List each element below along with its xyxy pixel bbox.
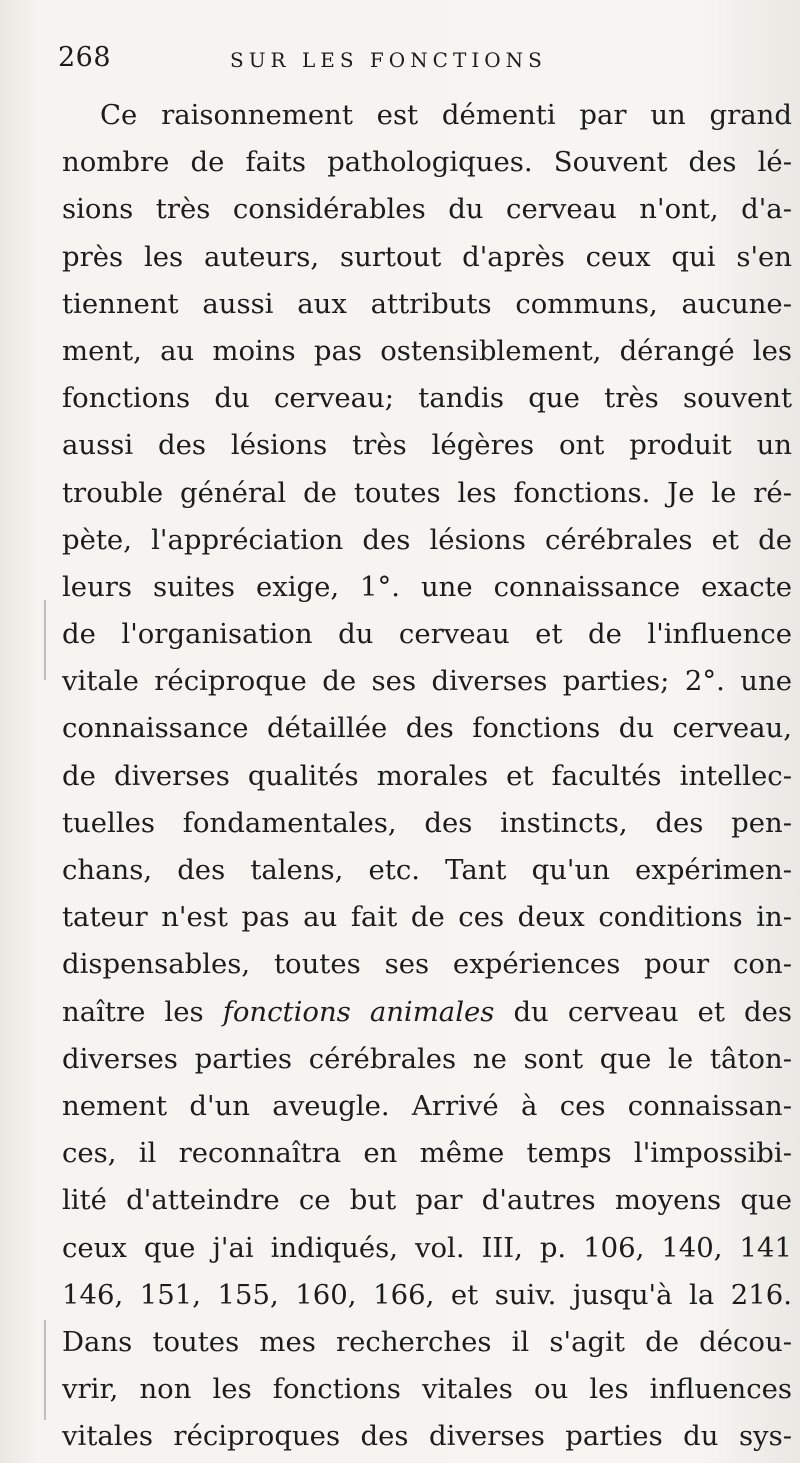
text-line-with-italic: naître les fonctions animales du cerveau et des (62, 995, 792, 1028)
margin-pencil-mark-upper (44, 600, 46, 680)
text-line: diverses parties cérébrales ne sont que le tâton- (62, 1042, 792, 1075)
text-line: vrir, non les fonctions vitales ou les influences (62, 1373, 792, 1406)
text-line: connaissance détaillée des fonctions du cerveau, (62, 712, 792, 745)
text-line: nombre de faits pathologiques. Souvent des lé- (62, 146, 792, 179)
running-head: SUR LES FONCTIONS (230, 48, 547, 72)
text-line: pète, l'appréciation des lésions cérébrales et de (62, 523, 792, 556)
text-line: tiennent aussi aux attributs communs, aucune- (62, 287, 792, 320)
margin-pencil-mark-lower (44, 1320, 46, 1420)
text-line: 146, 151, 155, 160, 166, et suiv. jusqu'à la 216. (62, 1278, 792, 1311)
text-line: trouble général de toutes les fonctions. Je le ré- (62, 476, 792, 509)
text-line: Ce raisonnement est démenti par un grand (100, 99, 792, 131)
text-line: tuelles fondamentales, des instincts, des pen- (62, 806, 792, 839)
text-line: leurs suites exige, 1°. une connaissance exacte (62, 570, 792, 603)
page-number: 268 (58, 42, 112, 73)
text-line: ceux que j'ai indiqués, vol. III, p. 106, 140, 141 (62, 1231, 792, 1264)
text-line: tateur n'est pas au fait de ces deux conditions in- (62, 901, 792, 934)
text-line: nement d'un aveugle. Arrivé à ces connaissan- (62, 1089, 792, 1122)
body-text (62, 92, 792, 1460)
text-line: dispensables, toutes ses expériences pour con- (62, 948, 792, 981)
text-line: vitale réciproque de ses diverses parties; 2°. une (62, 665, 792, 698)
text-line: fonctions du cerveau; tandis que très souvent (62, 382, 792, 415)
text-line: Dans toutes mes recherches il s'agit de décou- (62, 1325, 792, 1358)
text-line: de l'organisation du cerveau et de l'influence (62, 618, 792, 651)
text-line: vitales réciproques des diverses parties du sys- (62, 1420, 792, 1453)
text-line: aussi des lésions très légères ont produit un (62, 429, 792, 462)
text-line: ment, au moins pas ostensiblement, dérangé les (62, 334, 792, 367)
text-line: lité d'atteindre ce but par d'autres moyens que (62, 1184, 792, 1217)
text-line: de diverses qualités morales et facultés intellec- (62, 759, 792, 792)
italic-phrase: fonctions animales (222, 995, 495, 1028)
text-line: ces, il reconnaîtra en même temps l'impossibi- (62, 1137, 792, 1170)
text-line: chans, des talens, etc. Tant qu'un expérimen- (62, 854, 792, 886)
page-header (58, 42, 778, 82)
text-line: près les auteurs, surtout d'après ceux qui s'en (62, 240, 792, 273)
text-line: sions très considérables du cerveau n'ont, d'a- (62, 193, 792, 226)
